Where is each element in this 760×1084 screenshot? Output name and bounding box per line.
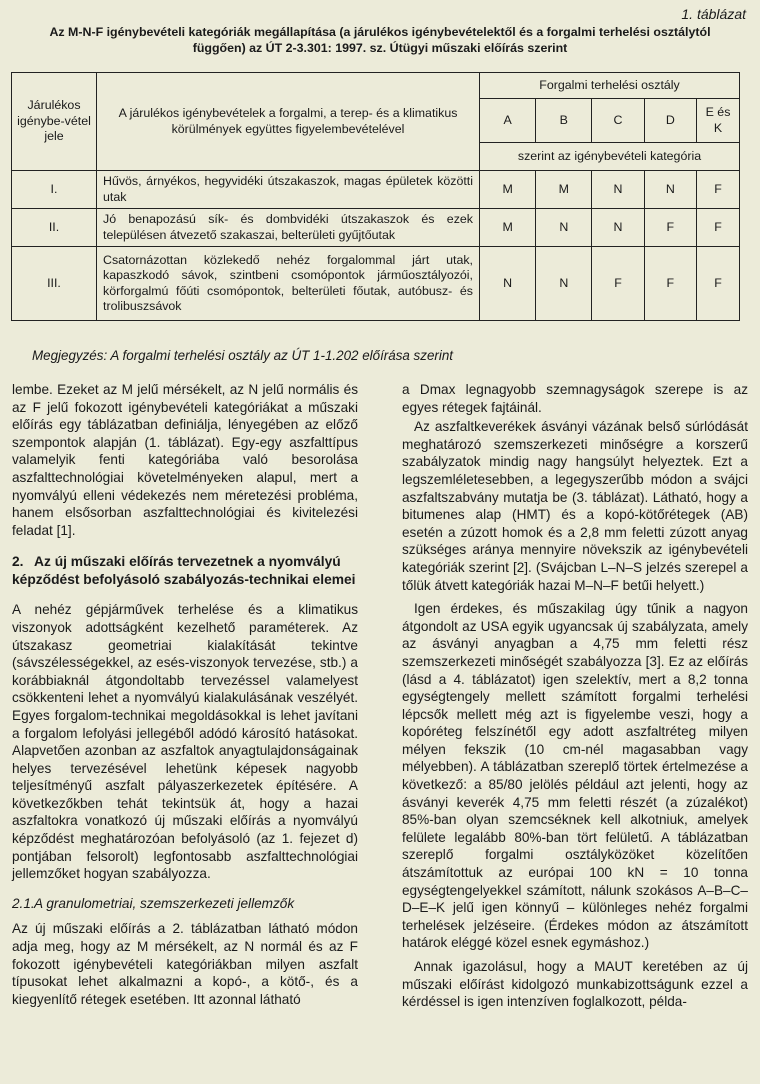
subsection-title: A granulometriai, szemszerkezeti jellemzők	[34, 895, 295, 911]
table-note: Megjegyzés: A forgalmi terhelési osztály az ÚT 1-1.202 előírása szerint	[32, 348, 453, 363]
class-b: B	[536, 99, 592, 143]
row-id: II.	[12, 209, 97, 247]
row-value: N	[536, 247, 592, 321]
class-d: D	[644, 99, 696, 143]
class-c: C	[592, 99, 644, 143]
row-value: F	[644, 209, 696, 247]
row-value: N	[592, 209, 644, 247]
class-e-k: E és K	[697, 99, 740, 143]
section-number: 2.	[12, 554, 24, 570]
row-value: M	[480, 209, 536, 247]
section-title: Az új műszaki előírás tervezetnek a nyomvályú képződést befolyásoló szabályozás-technikai elemei	[12, 554, 356, 588]
paragraph: Igen érdekes, és műszakilag úgy tűnik a nagyon átgondolt az USA egyik ugyancsak új szabályzata, amely az ásványi anyagban a 4,75 mm feletti rész szemszerkezeti minőségét szabályozza [3]. Ez az előírás (lásd a 4. táblázatot) igen szelektív, mert a 8,2 tonna egységtengely mellett számított forgalmi terhelési lépcsők mellett még azt is figyelembe veszi, hogy a kopóréteg felszínétől egy adott aszfaltréteg milyen mélyen fekszik (10 cm-nél magasabban vagy mélyebben). A táblázatban szereplő törtek értelmezése a következő: a 85/80 jelölés például azt jelenti, hogy az ásványi keverék 4,75 mm feletti részét (a zúzalékot) 85%-ban olyan szemcséknek kell alkotniuk, amelyek felülete legalább 80%-ban tört felületű. A táblázatban szereplő forgalmi osztályközöket közelítően átszámítottuk az európai 100 kN = 10 tonna egységtengelyekkel számított, nálunk szokásos A–B–C–D–E–K jelű igen könnyű – különleges nehéz forgalmi terhelések jelzéseire. (Érdekes módon az átszámított határok eléggé közel esnek egymáshoz.)	[402, 601, 748, 951]
left-column	[12, 381, 358, 1010]
category-table	[11, 72, 740, 321]
paragraph: lembe. Ezeket az M jelű mérsékelt, az N jelű normális és az F jelű fokozott igénybevételi kategóriákat a műszaki előírás egy táblázatban definiálja, lényegében az előző szempontok alapján (1. táblázat). Egy-egy aszfalttípus valamelyik fenti kategóriába való besorolása aszfalttechnológiai követelményeken alapul, mert a nyomvályú elleni védekezés nem méretezési probléma, hanem elsősorban aszfalttechnológiai és kivitelezési feladat [1].	[12, 382, 358, 538]
row-value: F	[592, 247, 644, 321]
header-category-note: szerint az igénybevételi kategória	[480, 143, 740, 171]
row-value: N	[480, 247, 536, 321]
header-factor: Járulékos igénybe-vétel jele	[12, 73, 97, 171]
table-row	[12, 247, 740, 321]
row-value: F	[697, 209, 740, 247]
table-row	[12, 209, 740, 247]
row-value: N	[592, 171, 644, 209]
table-number: 1. táblázat	[681, 6, 746, 22]
paragraph: a Dmax legnagyobb szemnagyságok szerepe is az egyes rétegek fajtáinál.	[402, 382, 748, 415]
header-traffic-class: Forgalmi terhelési osztály	[480, 73, 740, 99]
row-value: F	[697, 171, 740, 209]
subsection-number: 2.1.	[12, 895, 35, 911]
paragraph: Az aszfaltkeverékek ásványi vázának belső súrlódását meghatározó szemszerkezeti minőségre a korszerű szabályzatok mindig nagy hangsúlyt helyeztek. Ezt a legszemléletesebben, a legegyszerűbb módon a svájci aszfaltszabvány mutatja be (3. táblázat). Látható, hogy a bitumenes alap (HMT) és a kopó-kötőrétegek (AB) esetén a zúzott homok és a 2,8 mm feletti zúzott anyag szükséges aránya mennyire növekszik az igénybevételi kategóriák szerint [2]. (Svájcban L–N–S jelzés szerepel a tőlük átvett kategóriák hazai M–N–F betűi helyett.)	[402, 419, 748, 593]
row-description: Jó benapozású sík- és dombvidéki útszakaszok és ezek településen átvezető szakaszai, belterületi gyűjtőutak	[97, 209, 480, 247]
row-id: III.	[12, 247, 97, 321]
table-caption: Az M-N-F igénybevételi kategóriák megállapítása (a járulékos igénybevételektől és a forgalmi terhelési osztálytól függően) az ÚT 2-3.301: 1997. sz. Útügyi műszaki előírás szerint	[49, 25, 711, 55]
row-description: Hűvös, árnyékos, hegyvidéki útszakaszok, magas épületek közötti utak	[97, 171, 480, 209]
row-value: N	[536, 209, 592, 247]
row-value: M	[480, 171, 536, 209]
section-heading	[12, 553, 358, 589]
class-a: A	[480, 99, 536, 143]
row-description: Csatornázottan közlekedő nehéz forgalommal járt utak, kapaszkodó sávok, szintbeni csomópontok járműosztályozói, körforgalmú főúti csomópontok, belterületi főutak, autóbusz- és trolibuszsávok	[97, 247, 480, 321]
table-row	[12, 171, 740, 209]
row-value: M	[536, 171, 592, 209]
row-value: F	[697, 247, 740, 321]
row-value: N	[644, 171, 696, 209]
paragraph: Az új műszaki előírás a 2. táblázatban látható módon adja meg, hogy az M mérsékelt, az N normál és az F fokozott igénybevételi kategóriákban milyen aszfalt típusokat lehet alkalmazni a kopó-, a kötő-, és a kiegyenlítő rétegek esetében. Itt azonnal látható	[12, 921, 358, 1007]
subsection-heading	[12, 895, 358, 913]
right-column	[402, 381, 748, 1013]
paragraph: A nehéz gépjárművek terhelése és a klimatikus viszonyok adottságként kezelhető paraméterek. Az útszakasz geometriai kialakítását tekintve (sávszélességekkel, az esés-viszonyok tervezése, stb.) a korábbiaknál átgondoltabb tervezéssel valamelyest csökkenteni lehet a nyomvályú kialakulásának veszélyét. Egyes forgalom-technikai megoldásokkal is lehet javítani a forgalom lefolyási jellegéből adódó károsító hatásokat. Alapvetően azonban az aszfaltok anyagtulajdonságainak helyes tervezésével lehetünk képesek nagyobb teljesítményű aszfalt pályaszerkezetek építésére. A következőkben tehát tekintsük át, hogy a hazai aszfaltokra vonatkozó új műszaki előírás a nyomvályú képződést meghatározóan befolyásoló (az 1. fejezet d) pontjában felsorolt) legfontosabb aszfalttechnológiai jellemzőket hogyan szabályozza.	[12, 602, 358, 882]
header-description: A járulékos igénybevételek a forgalmi, a terep- és a klimatikus körülmények együttes figyelembevételével	[97, 73, 480, 171]
row-value: F	[644, 247, 696, 321]
row-id: I.	[12, 171, 97, 209]
paragraph: Annak igazolásul, hogy a MAUT keretében az új műszaki előírást kidolgozó munkabizottságunk ezzel a kérdéssel is igen intenzíven foglalkozott, példa-	[402, 959, 748, 1010]
